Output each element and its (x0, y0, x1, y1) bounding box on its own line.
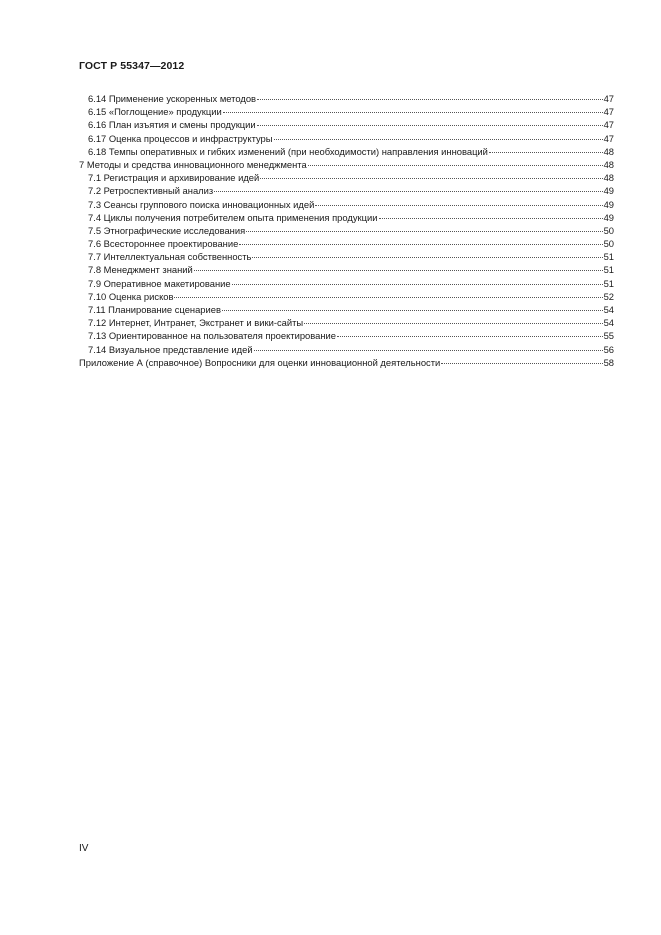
document-header: ГОСТ Р 55347—2012 (79, 60, 185, 72)
toc-entry[interactable] (79, 184, 614, 197)
toc-entry-title: 7.12 Интернет, Интранет, Экстранет и вики-сайты (88, 317, 304, 329)
toc-entry-title: 7.4 Циклы получения потребителем опыта применения продукции (88, 211, 378, 223)
toc-dot-leader (257, 125, 603, 126)
toc-entry[interactable] (79, 237, 614, 250)
toc-dot-leader (337, 336, 603, 337)
toc-entry-page: 49 (603, 185, 614, 197)
toc-dot-leader (239, 244, 602, 245)
toc-entry[interactable] (79, 132, 614, 145)
toc-entry-title: 7.9 Оперативное макетирование (88, 277, 231, 289)
toc-dot-leader (379, 218, 603, 219)
toc-entry-page: 47 (603, 106, 614, 118)
toc-dot-leader (260, 178, 602, 179)
toc-dot-leader (274, 139, 603, 140)
toc-entry[interactable] (79, 171, 614, 184)
toc-dot-leader (223, 112, 603, 113)
toc-entry[interactable] (79, 145, 614, 158)
toc-entry-title: 6.14 Применение ускоренных методов (88, 93, 257, 104)
toc-dot-leader (222, 310, 603, 311)
toc-entry-title: 7.10 Оценка рисков (88, 290, 174, 302)
toc-entry-page: 50 (603, 238, 614, 250)
toc-entry-page: 56 (603, 343, 614, 355)
toc-entry-title: 6.18 Темпы оперативных и гибких изменений (при необходимости) направления инноваций (88, 145, 488, 157)
toc-dot-leader (441, 363, 602, 364)
toc-dot-leader (308, 165, 603, 166)
toc-entry[interactable] (79, 356, 614, 369)
toc-entry-title: 7.14 Визуальное представление идей (88, 343, 253, 355)
toc-entry[interactable] (79, 198, 614, 211)
toc-dot-leader (194, 270, 603, 271)
toc-entry[interactable] (79, 158, 614, 171)
toc-entry[interactable] (79, 277, 614, 290)
toc-entry-page: 49 (603, 198, 614, 210)
toc-dot-leader (252, 257, 602, 258)
toc-entry-page: 47 (603, 119, 614, 131)
toc-dot-leader (254, 350, 603, 351)
toc-entry-page: 50 (603, 224, 614, 236)
toc-entry-title: 6.15 «Поглощение» продукции (88, 106, 222, 118)
toc-dot-leader (174, 297, 602, 298)
toc-entry-page: 48 (603, 158, 614, 170)
toc-entry-title: 7.13 Ориентированное на пользователя проектирование (88, 330, 336, 342)
toc-entry-page: 54 (603, 317, 614, 329)
toc-dot-leader (246, 231, 602, 232)
toc-entry-page: 58 (603, 356, 614, 368)
toc-entry[interactable] (79, 316, 614, 329)
toc-entry-page: 47 (603, 93, 614, 104)
toc-entry-title: 7.2 Ретроспективный анализ (88, 185, 214, 197)
toc-entry-page: 52 (603, 290, 614, 302)
table-of-contents (79, 92, 614, 369)
toc-entry-title: 7.7 Интеллектуальная собственность (88, 251, 252, 263)
toc-entry[interactable] (79, 105, 614, 118)
toc-dot-leader (489, 152, 603, 153)
toc-entry[interactable] (79, 118, 614, 131)
toc-entry-page: 47 (603, 132, 614, 144)
toc-entry-page: 54 (603, 304, 614, 315)
toc-entry-title: 6.16 План изъятия и смены продукции (88, 119, 256, 131)
toc-entry[interactable] (79, 250, 614, 263)
toc-entry-page: 48 (603, 172, 614, 184)
toc-entry-title: 7.3 Сеансы группового поиска инновационных идей (88, 198, 315, 210)
toc-entry[interactable] (79, 211, 614, 224)
toc-entry-title: 7.1 Регистрация и архивирование идей (88, 172, 260, 184)
toc-entry[interactable] (79, 263, 614, 276)
toc-entry[interactable] (79, 329, 614, 342)
toc-dot-leader (214, 191, 602, 192)
toc-entry-page: 51 (603, 251, 614, 263)
toc-entry[interactable] (79, 92, 614, 105)
toc-entry-page: 55 (603, 330, 614, 342)
toc-entry-page: 51 (603, 264, 614, 276)
page-number: IV (79, 843, 89, 854)
toc-entry[interactable] (79, 224, 614, 237)
toc-entry-page: 48 (603, 145, 614, 157)
toc-entry-title: 7.6 Всестороннее проектирование (88, 238, 239, 250)
toc-dot-leader (232, 284, 603, 285)
toc-entry-page: 49 (603, 211, 614, 223)
toc-dot-leader (315, 205, 602, 206)
toc-entry-title: 7 Методы и средства инновационного менеджмента (79, 158, 307, 170)
toc-dot-leader (257, 99, 603, 100)
toc-entry-title: 7.5 Этнографические исследования (88, 224, 246, 236)
toc-entry-title: 7.11 Планирование сценариев (88, 304, 221, 315)
toc-entry[interactable] (79, 303, 614, 316)
toc-entry-title: Приложение А (справочное) Вопросники для оценки инновационной деятельности (79, 356, 441, 368)
toc-entry[interactable] (79, 290, 614, 303)
toc-entry-title: 6.17 Оценка процессов и инфраструктуры (88, 132, 273, 144)
toc-entry-title: 7.8 Менеджмент знаний (88, 264, 193, 276)
toc-dot-leader (304, 323, 602, 324)
toc-entry[interactable] (79, 343, 614, 356)
toc-entry-page: 51 (603, 277, 614, 289)
